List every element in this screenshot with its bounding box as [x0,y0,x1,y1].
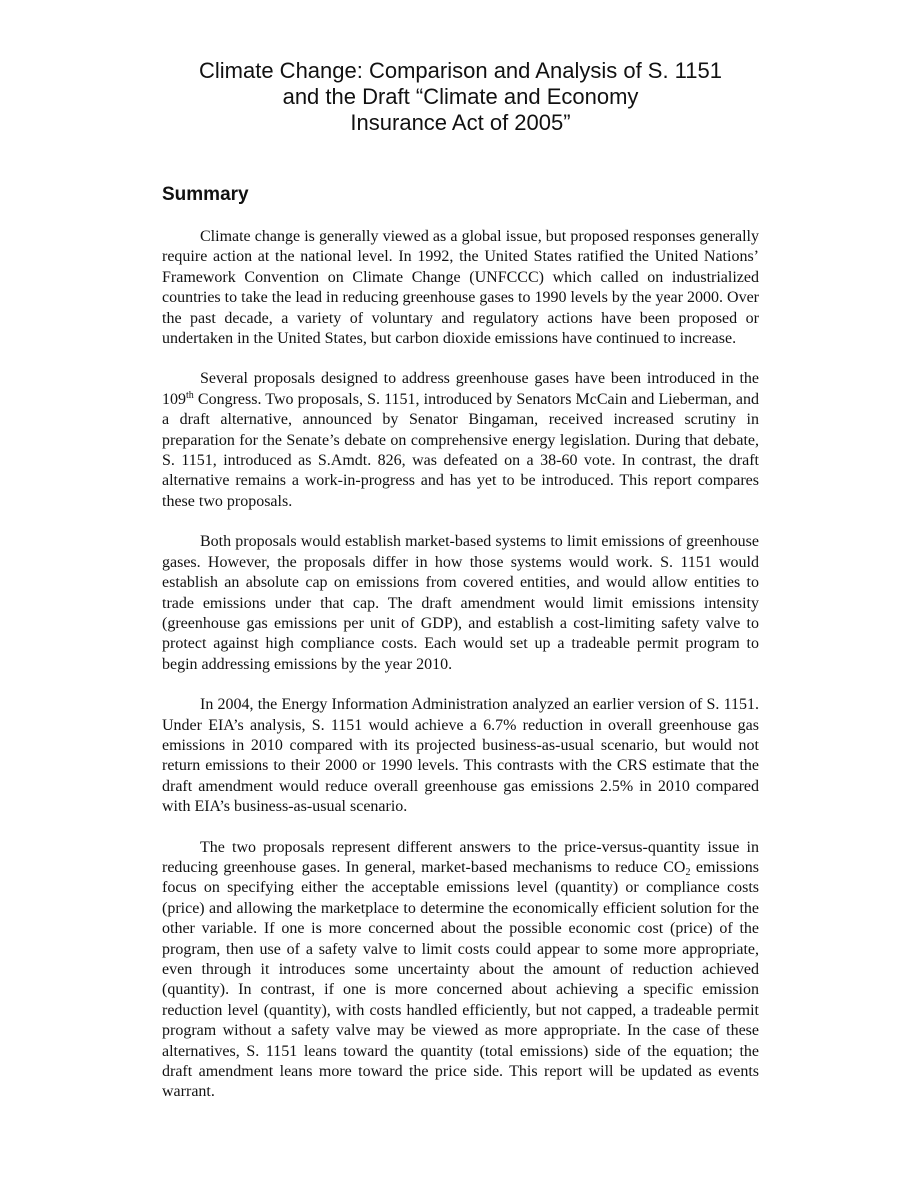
summary-body [162,227,759,1103]
paragraph-5-text-end: emissions focus on specifying either the acceptable emissions level (quantity) or compliance costs (price) and allowing the marketplace to determine the economically efficient solution for the other variable. If one is more concerned about the possible economic cost (price) of the program, then use of a safety valve to limit costs could appear to some more appropriate, even through it introduces some uncertainty about the amount of reduction achieved (quantity). In contrast, if one is more concerned about achieving a specific emission reduction level (quantity), with costs handled efficiently, but not capped, a tradeable permit program without a safety valve may be viewed as more appropriate. In the case of these alternatives, S. 1151 leans toward the quantity (total emissions) side of the equation; the draft amendment leans more toward the price side. This report will be updated as events warrant. [162,858,759,1101]
summary-paragraph-4: In 2004, the Energy Information Administration analyzed an earlier version of S. 1151. Under EIA’s analysis, S. 1151 would achieve a 6.7% reduction in overall greenhouse gas emissions in 2010 compared with its projected business-as-usual scenario, but would not return emissions to their 2000 or 1990 levels. This contrasts with the CRS estimate that the draft amendment would reduce overall greenhouse gas emissions 2.5% in 2010 compared with EIA’s business-as-usual scenario. [162,696,759,816]
summary-paragraph-1: Climate change is generally viewed as a global issue, but proposed responses generally require action at the national level. In 1992, the United States ratified the United Nations’ Framework Convention on Climate Change (UNFCCC) which called on industrialized countries to take the lead in reducing greenhouse gases to 1990 levels by the year 2000. Over the past decade, a variety of voluntary and regulatory actions have been proposed or undertaken in the United States, but carbon dioxide emissions have continued to increase. [162,228,759,348]
summary-paragraph-2 [162,369,759,512]
title-line-2: and the Draft “Climate and Economy [282,84,639,109]
summary-heading: Summary [162,184,249,205]
summary-paragraph-5 [162,838,759,1103]
paragraph-2-text-end: Congress. Two proposals, S. 1151, introduced by Senators McCain and Lieberman, and a draft alternative, announced by Senator Bingaman, received increased scrutiny in preparation for the Senate’s debate on comprehensive energy legislation. During that debate, S. 1151, introduced as S.Amdt. 826, was defeated on a 38-60 vote. In contrast, the draft alternative remains a work-in-progress and has yet to be introduced. This report compares these two proposals. [162,390,759,510]
co2-subscript: 2 [685,866,691,878]
title-line-1: Climate Change: Comparison and Analysis of S. 1151 [199,58,722,83]
title-line-3: Insurance Act of 2005” [350,110,571,135]
document-title [162,58,759,136]
paragraph-2-text-start: Several proposals designed to address greenhouse gases have been introduced in the 109 [162,370,759,408]
document-page [162,0,759,1123]
paragraph-5-text-start: The two proposals represent different answers to the price-versus-quantity issue in reducing greenhouse gases. In general, market-based mechanisms to reduce CO [162,838,759,876]
ordinal-superscript: th [186,389,194,401]
summary-paragraph-3: Both proposals would establish market-based systems to limit emissions of greenhouse gases. However, the proposals differ in how those systems would work. S. 1151 would establish an absolute cap on emissions from covered entities, and would allow entities to trade emissions under that cap. The draft amendment would limit emissions intensity (greenhouse gas emissions per unit of GDP), and establish a cost-limiting safety valve to protect against high compliance costs. Each would set up a tradeable permit program to begin addressing emissions by the year 2010. [162,533,759,673]
